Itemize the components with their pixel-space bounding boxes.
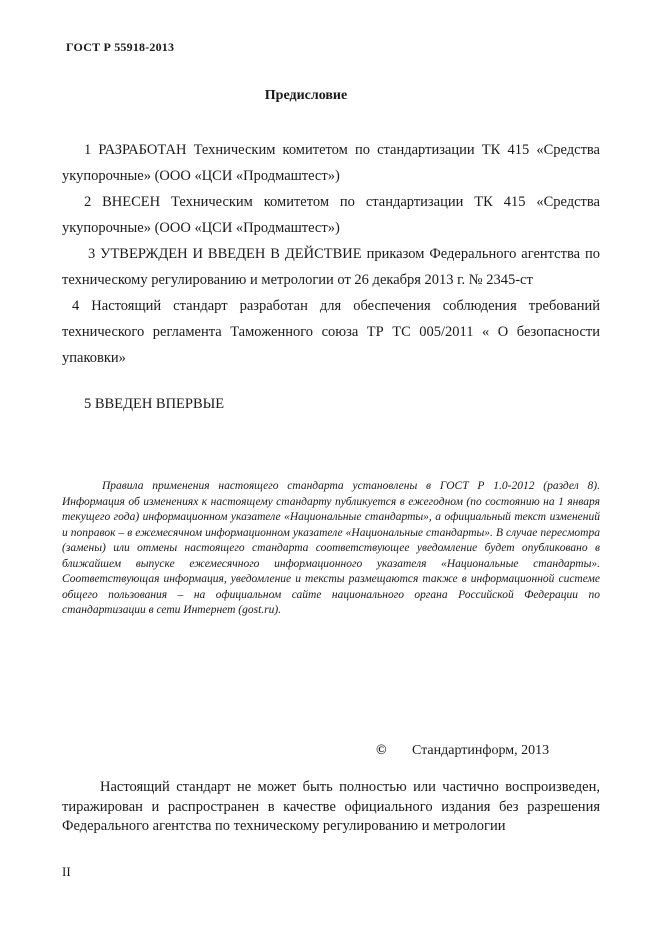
copyright-icon: © [376,743,387,758]
copyright-line [376,743,549,759]
foreword-items [62,137,600,417]
document-code: ГОСТ Р 55918-2013 [66,40,175,54]
page-number: II [62,864,71,879]
foreword-item-developed: 1 РАЗРАБОТАН Техническим комитетом по стандартизации ТК 415 «Средства укупорочные» (ООО «ЦСИ «Продмаштест») [62,142,600,184]
copyright-text: Стандартинформ, 2013 [411,743,550,758]
foreword-item-introduced: 5 ВВЕДЕН ВПЕРВЫЕ [84,396,225,412]
reproduction-notice: Настоящий стандарт не может быть полностью или частично воспроизведен, тиражирован и распространен в качестве официального издания без разрешения Федерального агентства по техническому регулированию и метрологии [62,779,600,834]
foreword-title: Предисловие [264,88,348,103]
foreword-item-purpose: 4 Настоящий стандарт разработан для обеспечения соблюдения требований технического регламента Таможенного союза ТР ТС 005/2011 « О безопасности упаковки» [62,298,600,366]
application-rules-note: Правила применения настоящего стандарта установлены в ГОСТ Р 1.0-2012 (раздел 8). Информация об изменениях к настоящему стандарту публикуется в ежегодном (по состоянию на 1 января текущего года) информационном указателе «Национальные стандарты», а официальный текст изменений и поправок – в ежемесячном информационном указателе «Национальные стандарты». В случае пересмотра (замены) или отмены настоящего стандарта соответствующее уведомление будет опубликовано в ближайшем выпуске ежемесячного информационного указателя «Национальные стандарты». Соответствующая информация, уведомление и тексты размещаются также в информационной системе общего пользования – на официальном сайте национального органа Российской Федерации по стандартизации в сети Интернет (gost.ru). [62,480,600,616]
foreword-item-submitted: 2 ВНЕСЕН Техническим комитетом по стандартизации ТК 415 «Средства укупорочные» (ООО «ЦСИ «Продмаштест») [62,194,600,236]
foreword-item-approved: 3 УТВЕРЖДЕН И ВВЕДЕН В ДЕЙСТВИЕ приказом Федерального агентства по техническому регулированию и метрологии от 26 декабря 2013 г. № 2345-ст [62,246,600,288]
